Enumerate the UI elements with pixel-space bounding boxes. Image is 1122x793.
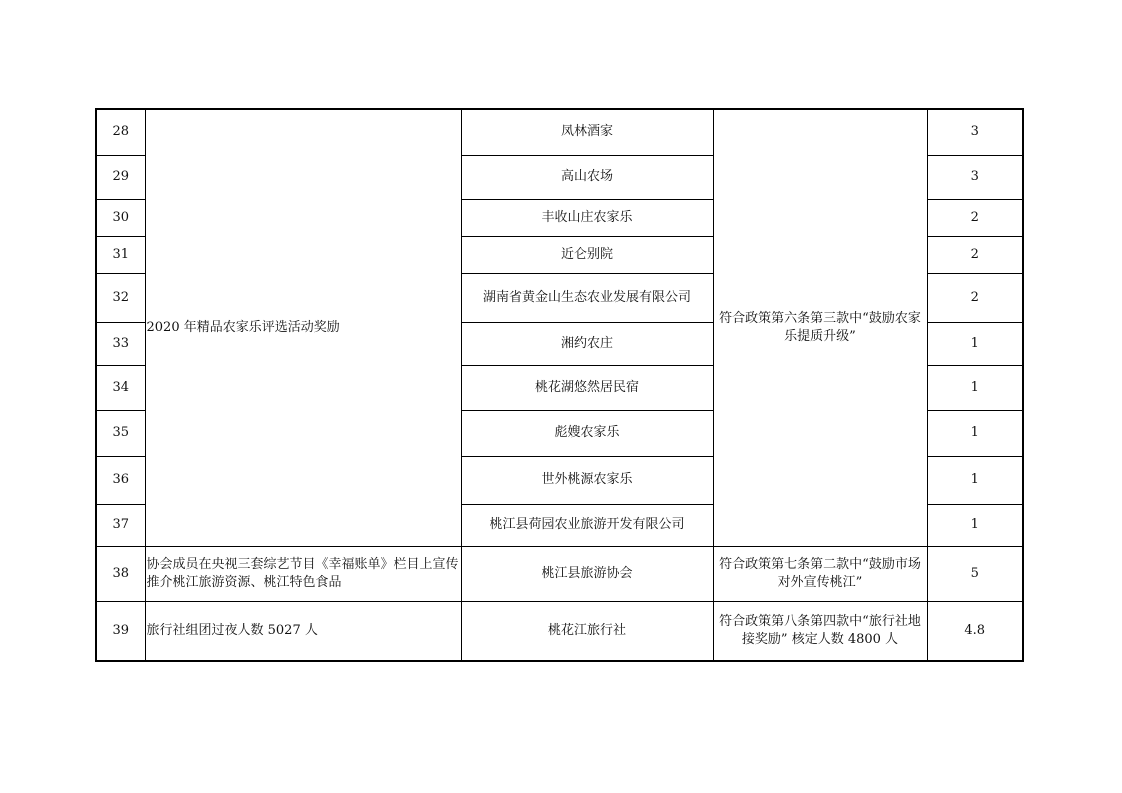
award-amount: 5 xyxy=(927,546,1023,601)
table-row xyxy=(96,109,1023,155)
row-number: 29 xyxy=(96,155,145,199)
organization-name: 桃花江旅行社 xyxy=(461,601,713,661)
organization-name: 高山农场 xyxy=(461,155,713,199)
row-number: 31 xyxy=(96,236,145,273)
row-number: 38 xyxy=(96,546,145,601)
award-amount: 1 xyxy=(927,504,1023,546)
organization-name: 丰收山庄农家乐 xyxy=(461,199,713,236)
project-description: 协会成员在央视三套综艺节目《幸福账单》栏目上宣传推介桃江旅游资源、桃江特色食品 xyxy=(145,546,461,601)
project-description-group: 2020 年精品农家乐评选活动奖励 xyxy=(145,109,461,546)
award-amount: 1 xyxy=(927,456,1023,504)
award-table xyxy=(95,108,1024,662)
row-number: 32 xyxy=(96,273,145,322)
row-number: 37 xyxy=(96,504,145,546)
policy-basis-group: 符合政策第六条第三款中“鼓励农家乐提质升级” xyxy=(713,109,927,546)
award-amount: 4.8 xyxy=(927,601,1023,661)
award-amount: 2 xyxy=(927,273,1023,322)
policy-basis: 符合政策第七条第二款中“鼓励市场对外宣传桃江” xyxy=(713,546,927,601)
award-amount: 1 xyxy=(927,410,1023,456)
award-amount: 2 xyxy=(927,236,1023,273)
organization-name: 湖南省黄金山生态农业发展有限公司 xyxy=(461,273,713,322)
organization-name: 彪嫂农家乐 xyxy=(461,410,713,456)
organization-name: 桃江县旅游协会 xyxy=(461,546,713,601)
award-amount: 1 xyxy=(927,322,1023,365)
row-number: 39 xyxy=(96,601,145,661)
row-number: 35 xyxy=(96,410,145,456)
award-amount: 1 xyxy=(927,365,1023,410)
row-number: 30 xyxy=(96,199,145,236)
row-number: 34 xyxy=(96,365,145,410)
organization-name: 湘约农庄 xyxy=(461,322,713,365)
award-amount: 2 xyxy=(927,199,1023,236)
organization-name: 桃花湖悠然居民宿 xyxy=(461,365,713,410)
policy-basis: 符合政策第八条第四款中“旅行社地接奖励” 核定人数 4800 人 xyxy=(713,601,927,661)
award-amount: 3 xyxy=(927,155,1023,199)
award-amount: 3 xyxy=(927,109,1023,155)
organization-name: 凤林酒家 xyxy=(461,109,713,155)
organization-name: 桃江县荷园农业旅游开发有限公司 xyxy=(461,504,713,546)
table-row xyxy=(96,546,1023,601)
project-description: 旅行社组团过夜人数 5027 人 xyxy=(145,601,461,661)
row-number: 28 xyxy=(96,109,145,155)
row-number: 33 xyxy=(96,322,145,365)
organization-name: 近仑别院 xyxy=(461,236,713,273)
row-number: 36 xyxy=(96,456,145,504)
organization-name: 世外桃源农家乐 xyxy=(461,456,713,504)
table-row xyxy=(96,601,1023,661)
